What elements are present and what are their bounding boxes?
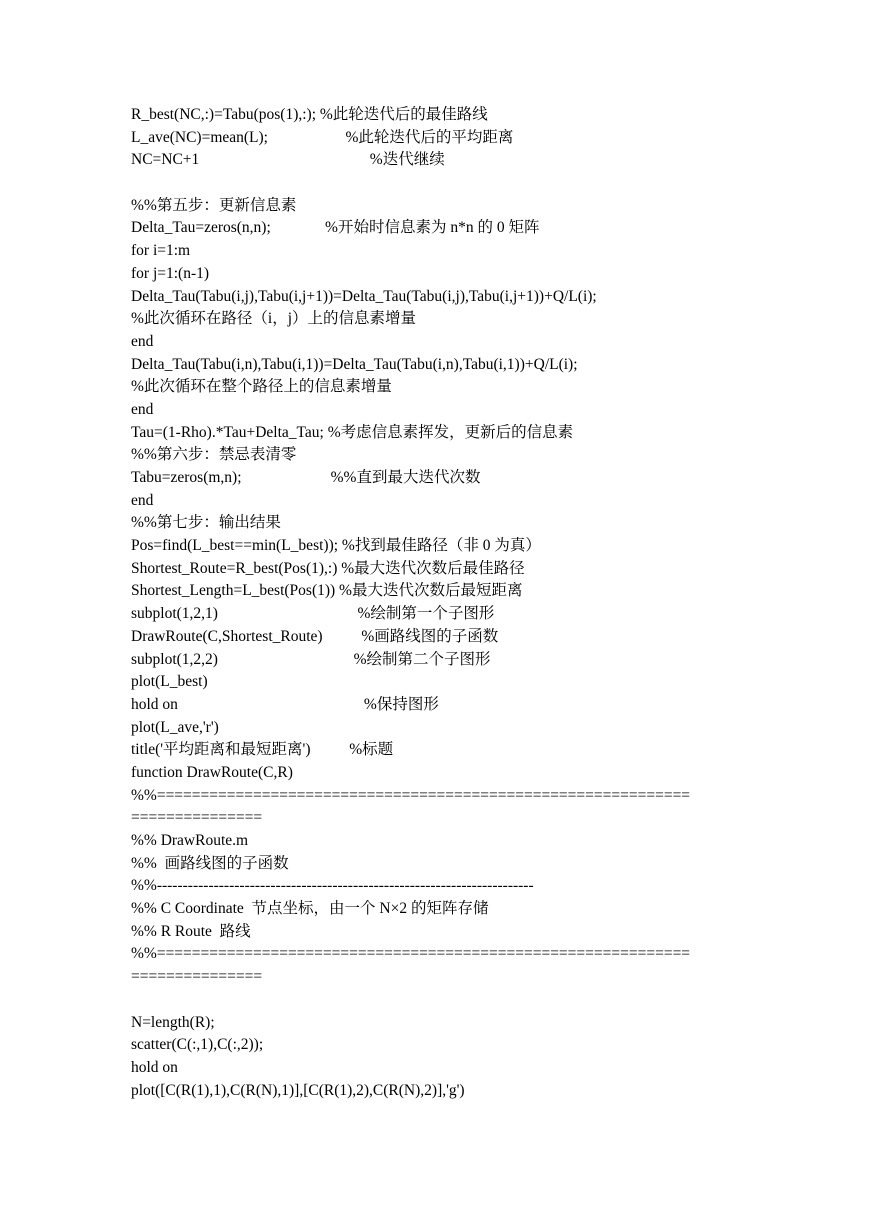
- code-line: Shortest_Route=R_best(Pos(1),:) %最大迭代次数后最佳路径: [131, 559, 525, 577]
- code-line: Pos=find(L_best==min(L_best)); %找到最佳路径（非 0 为真）: [131, 537, 541, 555]
- code-line: DrawRoute(C,Shortest_Route) %画路线图的子函数: [131, 627, 499, 645]
- code-line: hold on: [131, 1058, 178, 1076]
- code-line: title('平均距离和最短距离') %标题: [131, 741, 394, 759]
- code-line: L_ave(NC)=mean(L); %此轮迭代后的平均距离: [131, 128, 514, 146]
- code-line: hold on %保持图形: [131, 695, 439, 713]
- code-line: %%第五步：更新信息素: [131, 196, 297, 214]
- code-line: %%第六步：禁忌表清零: [131, 446, 297, 464]
- code-line: for j=1:(n-1): [131, 264, 210, 282]
- code-line: [131, 172, 751, 195]
- code-line: function DrawRoute(C,R): [131, 763, 293, 781]
- code-line: %%=============================================================: [131, 945, 691, 963]
- code-line: Delta_Tau(Tabu(i,j),Tabu(i,j+1))=Delta_Tau(Tabu(i,j),Tabu(i,j+1))+Q/L(i);: [131, 287, 597, 305]
- code-line: end: [131, 400, 154, 418]
- code-listing: [131, 104, 751, 1102]
- code-line: Tau=(1-Rho).*Tau+Delta_Tau; %考虑信息素挥发，更新后的信息素: [131, 423, 574, 441]
- code-line: plot([C(R(1),1),C(R(N),1)],[C(R(1),2),C(R(N),2)],'g'): [131, 1081, 465, 1099]
- code-line: end: [131, 491, 154, 509]
- code-line: end: [131, 332, 154, 350]
- code-line: Shortest_Length=L_best(Pos(1)) %最大迭代次数后最短距离: [131, 582, 523, 600]
- code-line: subplot(1,2,1) %绘制第一个子图形: [131, 605, 495, 623]
- code-line: scatter(C(:,1),C(:,2));: [131, 1036, 264, 1054]
- code-line: [131, 989, 751, 1012]
- code-line: N=length(R);: [131, 1013, 215, 1031]
- code-line: %%-------------------------------------------------------------------------: [131, 877, 534, 895]
- code-line: NC=NC+1 %迭代继续: [131, 151, 445, 169]
- code-line: %%第七步：输出结果: [131, 514, 281, 532]
- code-line: for i=1:m: [131, 242, 191, 260]
- code-line: %此次循环在整个路径上的信息素增量: [131, 378, 392, 396]
- code-line: Tabu=zeros(m,n); %%直到最大迭代次数: [131, 469, 481, 486]
- code-line: %% DrawRoute.m: [131, 832, 249, 849]
- code-line: Delta_Tau=zeros(n,n); %开始时信息素为 n*n 的 0 矩阵: [131, 219, 540, 237]
- code-line: plot(L_best): [131, 673, 208, 691]
- code-line: %% 画路线图的子函数: [131, 854, 289, 872]
- code-line: Delta_Tau(Tabu(i,n),Tabu(i,1))=Delta_Tau(Tabu(i,n),Tabu(i,1))+Q/L(i);: [131, 355, 578, 373]
- code-line: plot(L_ave,'r'): [131, 718, 219, 736]
- code-line: subplot(1,2,2) %绘制第二个子图形: [131, 650, 491, 668]
- code-line: %% C Coordinate 节点坐标，由一个 N×2 的矩阵存储: [131, 900, 489, 918]
- code-line: %%=============================================================: [131, 786, 691, 804]
- code-line: ===============: [131, 809, 263, 827]
- code-line: ===============: [131, 968, 263, 986]
- code-line: %% R Route 路线: [131, 922, 251, 940]
- code-line: %此次循环在路径（i，j）上的信息素增量: [131, 310, 417, 328]
- code-line: R_best(NC,:)=Tabu(pos(1),:); %此轮迭代后的最佳路线: [131, 106, 488, 123]
